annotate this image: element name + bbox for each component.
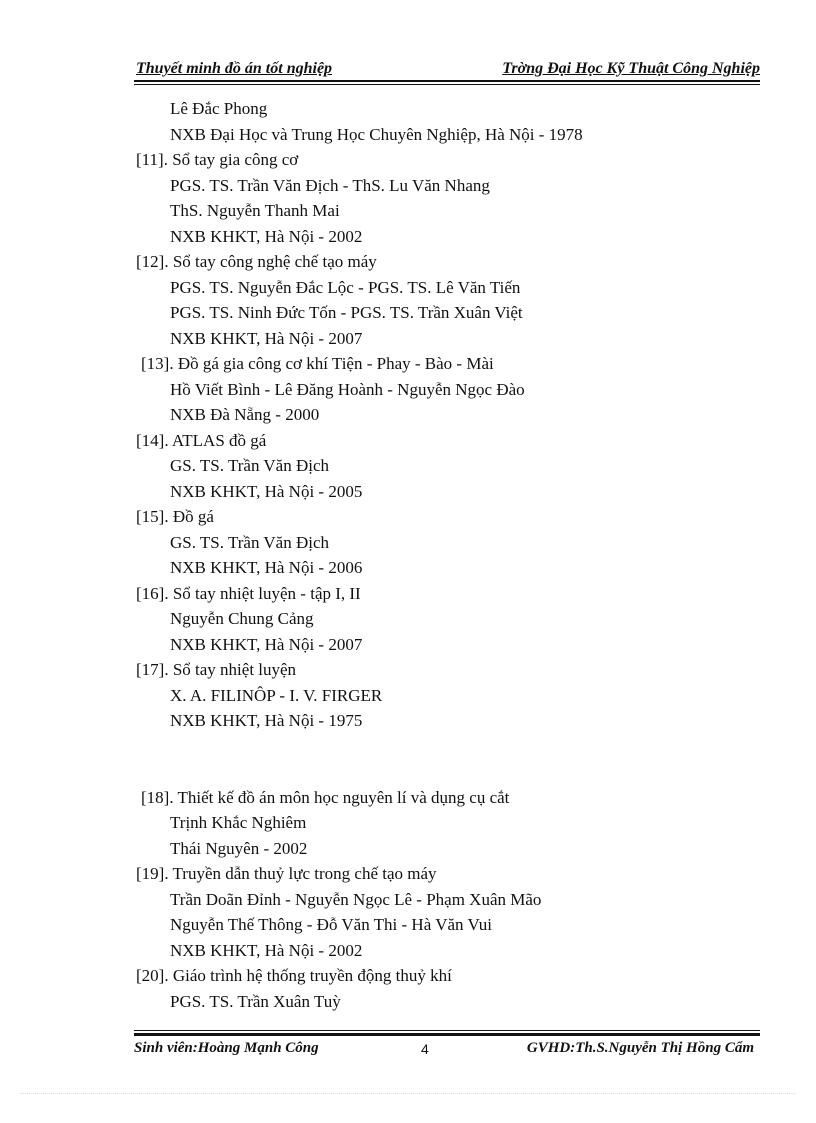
reference-detail-line: GS. TS. Trần Văn Địch [170,456,330,475]
reference-gap [134,734,754,785]
footer-rule-thin [134,1030,760,1031]
reference-title-line: [16]. Sổ tay nhiệt luyện - tập I, II [136,583,361,603]
reference-detail-line: NXB KHKT, Hà Nội - 2006 [170,558,363,577]
reference-detail-line: PGS. TS. Trần Văn Địch - ThS. Lu Văn Nhang [170,175,490,195]
header-rule-thin [134,84,760,85]
reference-detail-line: Thái Nguyên - 2002 [170,838,308,858]
reference-detail-line: Trịnh Khắc Nghiêm [170,813,307,832]
reference-detail-line: GS. TS. Trần Văn Địch [170,532,330,552]
reference-detail-line: Nguyễn Chung Cảng [170,609,314,628]
reference-detail-line: NXB KHKT, Hà Nội - 2002 [170,226,363,246]
footer-student-name: Sinh viên:Hoàng Mạnh Công [134,1040,319,1056]
reference-detail-line: NXB KHKT, Hà Nội - 2007 [170,634,363,654]
page-footer [134,1040,760,1060]
reference-detail-line: PGS. TS. Nguyễn Đắc Lộc - PGS. TS. Lê Văn Tiến [170,277,521,297]
reference-title-line: [11]. Sổ tay gia công cơ [136,150,299,169]
footer-rule [134,1033,760,1036]
reference-detail-line: Trần Doãn Đỉnh - Nguyễn Ngọc Lê - Phạm Xuân Mão [170,889,542,909]
reference-detail-line: NXB KHKT, Hà Nội - 2007 [170,328,363,348]
reference-detail-line: NXB Đà Nẵng - 2000 [170,405,320,424]
reference-detail-line: X. A. FILINÔP - I. V. FIRGER [170,685,383,705]
page-bottom-border [20,1093,796,1094]
reference-detail-line: NXB KHKT, Hà Nội - 2005 [170,481,363,501]
reference-detail-line: NXB KHKT, Hà Nội - 2002 [170,940,363,960]
reference-detail-line: PGS. TS. Ninh Đức Tốn - PGS. TS. Trần Xuân Việt [170,303,523,322]
reference-detail-line: NXB KHKT, Hà Nội - 1975 [170,711,363,730]
reference-title-line: [18]. Thiết kế đồ án môn học nguyên lí và dụng cụ cắt [141,787,510,807]
header-document-title: Thuyết minh đồ án tốt nghiệp [136,60,333,77]
reference-title-line: [17]. Sổ tay nhiệt luyện [136,660,297,679]
reference-detail-line: ThS. Nguyễn Thanh Mai [170,201,340,220]
reference-title-line: [20]. Giáo trình hệ thống truyền động thuỷ khí [136,966,452,985]
reference-title-line: [19]. Truyền dẫn thuỷ lực trong chế tạo máy [136,864,437,883]
header-university-name: Trờng Đại Học Kỹ Thuật Công Nghiệp [502,60,760,77]
reference-title-line: [15]. Đồ gá [136,507,214,526]
reference-list [134,96,754,1014]
reference-title-line: [13]. Đồ gá gia công cơ khí Tiện - Phay - Bào - Mài [141,354,494,373]
reference-detail-line: PGS. TS. Trần Xuân Tuỳ [170,991,341,1011]
reference-detail-line: Nguyễn Thế Thông - Đỗ Văn Thi - Hà Văn Vui [170,915,492,934]
header-rule [134,80,760,82]
footer-supervisor-name: GVHD:Th.S.Nguyễn Thị Hồng Cẩm [526,1040,754,1056]
reference-detail-line: Hồ Viết Bình - Lê Đăng Hoành - Nguyễn Ngọc Đào [170,379,525,399]
reference-detail-line: NXB Đại Học và Trung Học Chuyên Nghiệp, Hà Nội - 1978 [170,124,583,144]
page-number: 4 [421,1041,429,1057]
reference-title-line: [12]. Sổ tay công nghệ chế tạo máy [136,252,377,271]
reference-detail-line: Lê Đắc Phong [170,99,268,118]
reference-title-line: [14]. ATLAS đồ gá [136,430,267,450]
